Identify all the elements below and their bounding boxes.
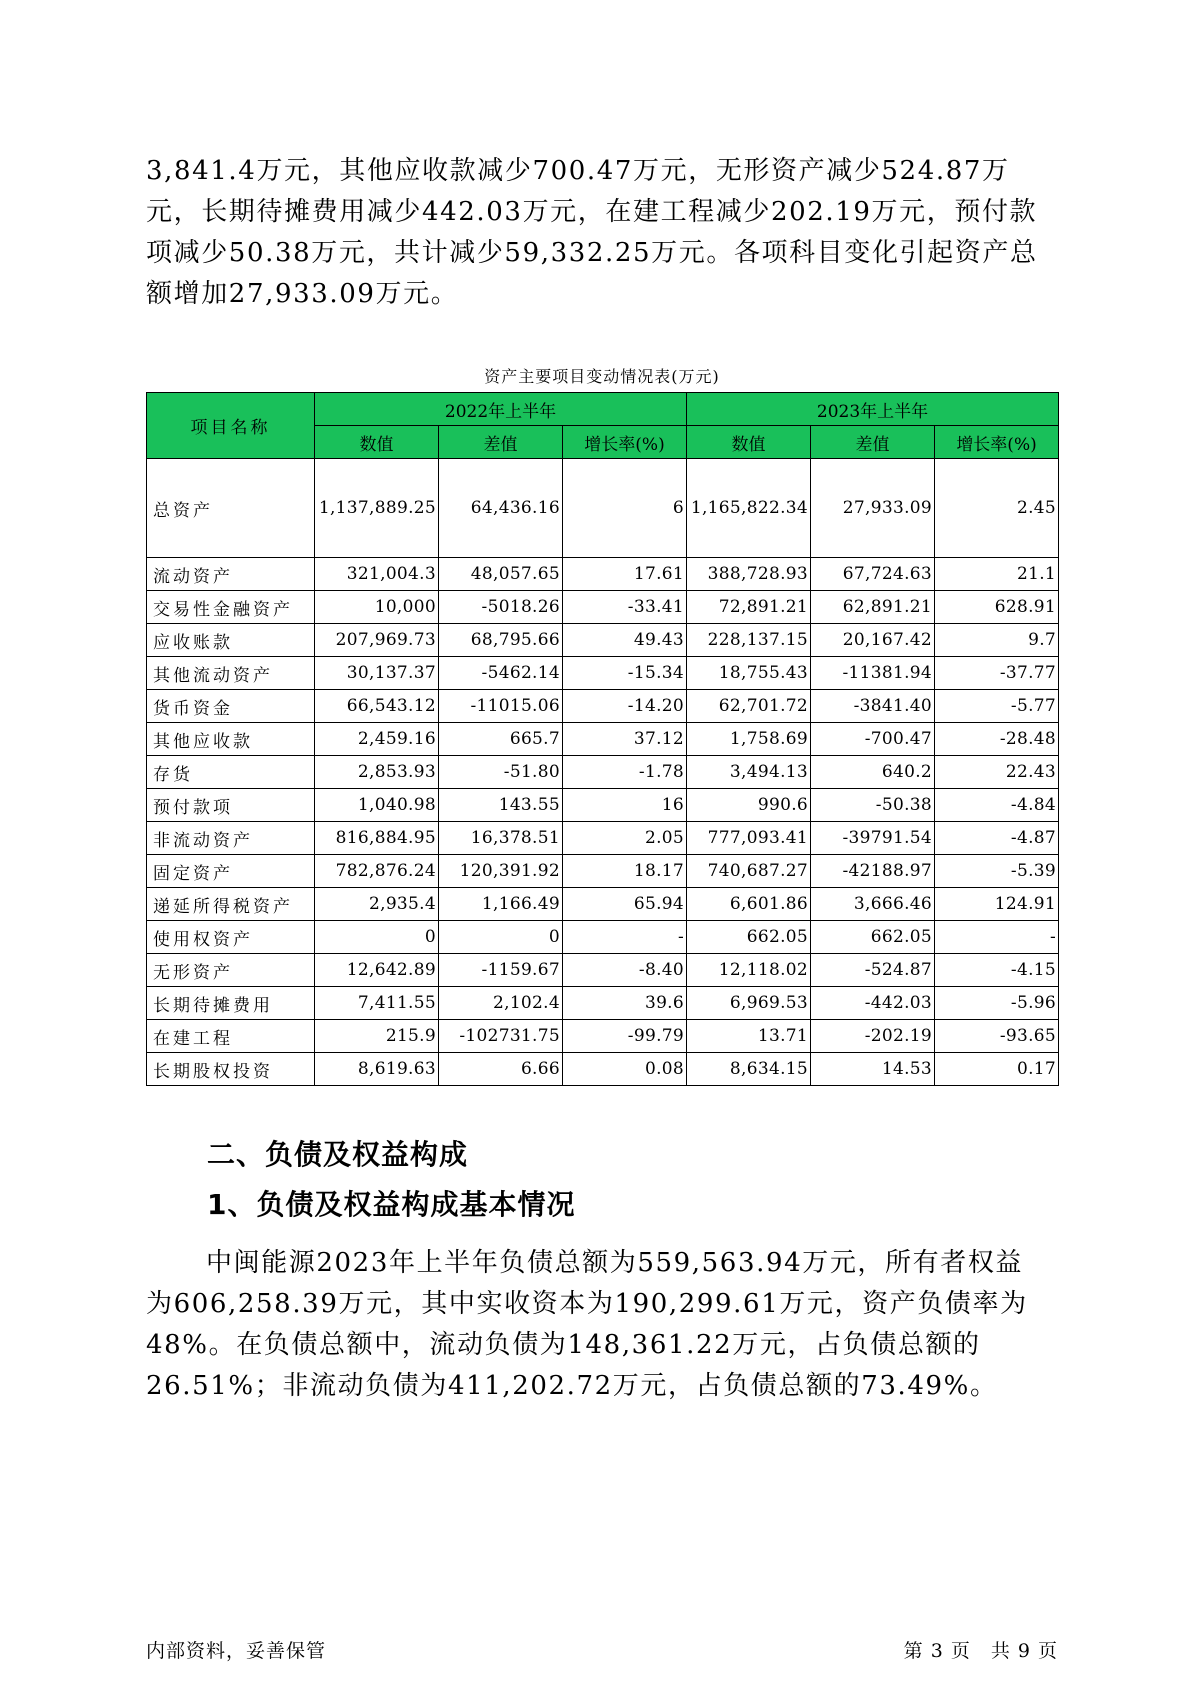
diff-2023: -442.03 [811, 987, 935, 1020]
growth-2022: 39.6 [563, 987, 687, 1020]
value-2022: 0 [315, 921, 439, 954]
table-row [147, 690, 1059, 723]
table-row [147, 558, 1059, 591]
row-name: 递延所得税资产 [147, 888, 315, 921]
growth-2022: -15.34 [563, 657, 687, 690]
header-period-2022: 2022年上半年 [315, 393, 687, 426]
value-2022: 215.9 [315, 1020, 439, 1053]
growth-2022: 18.17 [563, 855, 687, 888]
value-2022: 30,137.37 [315, 657, 439, 690]
diff-2023: 20,167.42 [811, 624, 935, 657]
growth-2022: -8.40 [563, 954, 687, 987]
diff-2023: -50.38 [811, 789, 935, 822]
growth-2023: -93.65 [935, 1020, 1059, 1053]
diff-2023: 27,933.09 [811, 459, 935, 558]
growth-2023: -5.77 [935, 690, 1059, 723]
header-growth-2022: 增长率(%) [563, 426, 687, 459]
diff-2022: 0 [439, 921, 563, 954]
diff-2023: -3841.40 [811, 690, 935, 723]
value-2023: 228,137.15 [687, 624, 811, 657]
diff-2023: -524.87 [811, 954, 935, 987]
growth-2022: 2.05 [563, 822, 687, 855]
growth-2022: -1.78 [563, 756, 687, 789]
table-caption: 资产主要项目变动情况表(万元) [484, 367, 720, 386]
growth-2022: 49.43 [563, 624, 687, 657]
table-row [147, 1053, 1059, 1086]
table-row [147, 756, 1059, 789]
diff-2022: 6.66 [439, 1053, 563, 1086]
diff-2022: 64,436.16 [439, 459, 563, 558]
table-row [147, 657, 1059, 690]
value-2023: 12,118.02 [687, 954, 811, 987]
table-row [147, 987, 1059, 1020]
growth-2023: -37.77 [935, 657, 1059, 690]
diff-2023: 62,891.21 [811, 591, 935, 624]
value-2023: 62,701.72 [687, 690, 811, 723]
diff-2022: 2,102.4 [439, 987, 563, 1020]
diff-2022: 48,057.65 [439, 558, 563, 591]
subsection-heading: 1、负债及权益构成基本情况 [207, 1188, 576, 1221]
table-row [147, 459, 1059, 558]
growth-2022: 16 [563, 789, 687, 822]
footer-confidential-note: 内部资料，妥善保管 [146, 1640, 327, 1662]
diff-2023: -42188.97 [811, 855, 935, 888]
row-name: 非流动资产 [147, 822, 315, 855]
growth-2022: 37.12 [563, 723, 687, 756]
diff-2023: -700.47 [811, 723, 935, 756]
table-row [147, 723, 1059, 756]
value-2023: 3,494.13 [687, 756, 811, 789]
growth-2022: 0.08 [563, 1053, 687, 1086]
row-name: 其他应收款 [147, 723, 315, 756]
header-growth-2023: 增长率(%) [935, 426, 1059, 459]
growth-2022: -33.41 [563, 591, 687, 624]
diff-2023: -202.19 [811, 1020, 935, 1053]
diff-2022: 143.55 [439, 789, 563, 822]
footer-page-number: 第 3 页 共 9 页 [903, 1640, 1058, 1662]
growth-2023: 0.17 [935, 1053, 1059, 1086]
table-row [147, 591, 1059, 624]
section-heading: 二、负债及权益构成 [207, 1138, 469, 1171]
row-name: 应收账款 [147, 624, 315, 657]
row-name: 使用权资产 [147, 921, 315, 954]
growth-2022: -14.20 [563, 690, 687, 723]
growth-2023: 124.91 [935, 888, 1059, 921]
diff-2022: -5018.26 [439, 591, 563, 624]
diff-2022: 16,378.51 [439, 822, 563, 855]
diff-2022: -1159.67 [439, 954, 563, 987]
diff-2022: 120,391.92 [439, 855, 563, 888]
value-2022: 816,884.95 [315, 822, 439, 855]
value-2022: 2,459.16 [315, 723, 439, 756]
diff-2022: 665.7 [439, 723, 563, 756]
value-2023: 777,093.41 [687, 822, 811, 855]
row-name: 存货 [147, 756, 315, 789]
value-2023: 1,758.69 [687, 723, 811, 756]
header-value-2023: 数值 [687, 426, 811, 459]
row-name: 固定资产 [147, 855, 315, 888]
diff-2022: -11015.06 [439, 690, 563, 723]
value-2022: 1,137,889.25 [315, 459, 439, 558]
value-2023: 6,969.53 [687, 987, 811, 1020]
growth-2023: -4.87 [935, 822, 1059, 855]
diff-2023: 67,724.63 [811, 558, 935, 591]
header-diff-2022: 差值 [439, 426, 563, 459]
value-2022: 8,619.63 [315, 1053, 439, 1086]
value-2022: 321,004.3 [315, 558, 439, 591]
diff-2022: -5462.14 [439, 657, 563, 690]
growth-2022: 17.61 [563, 558, 687, 591]
row-name: 流动资产 [147, 558, 315, 591]
table-row [147, 888, 1059, 921]
growth-2023: 2.45 [935, 459, 1059, 558]
growth-2022: -99.79 [563, 1020, 687, 1053]
diff-2023: 640.2 [811, 756, 935, 789]
value-2022: 782,876.24 [315, 855, 439, 888]
row-name: 长期股权投资 [147, 1053, 315, 1086]
growth-2023: -4.15 [935, 954, 1059, 987]
header-diff-2023: 差值 [811, 426, 935, 459]
row-name: 总资产 [147, 459, 315, 558]
value-2022: 7,411.55 [315, 987, 439, 1020]
growth-2023: - [935, 921, 1059, 954]
header-item-name: 项目名称 [147, 393, 315, 459]
value-2022: 2,853.93 [315, 756, 439, 789]
diff-2023: 662.05 [811, 921, 935, 954]
value-2022: 66,543.12 [315, 690, 439, 723]
value-2023: 662.05 [687, 921, 811, 954]
value-2023: 1,165,822.34 [687, 459, 811, 558]
table-row [147, 789, 1059, 822]
value-2023: 388,728.93 [687, 558, 811, 591]
row-name: 长期待摊费用 [147, 987, 315, 1020]
diff-2023: 3,666.46 [811, 888, 935, 921]
row-name: 预付款项 [147, 789, 315, 822]
growth-2023: -4.84 [935, 789, 1059, 822]
value-2023: 18,755.43 [687, 657, 811, 690]
liability-paragraph: 中闽能源2023年上半年负债总额为559,563.94万元，所有者权益为606,258.39万元，其中实收资本为190,299.61万元，资产负债率为48%。在负债总额中，流动负债为148,361.22万元，占负债总额的26.51%；非流动负债为411,202.72万元，占负债总额的73.49%。 [146, 1248, 1028, 1401]
growth-2023: 9.7 [935, 624, 1059, 657]
row-name: 无形资产 [147, 954, 315, 987]
header-value-2022: 数值 [315, 426, 439, 459]
table-row [147, 954, 1059, 987]
growth-2023: 21.1 [935, 558, 1059, 591]
row-name: 货币资金 [147, 690, 315, 723]
row-name: 交易性金融资产 [147, 591, 315, 624]
intro-paragraph: 3,841.4万元，其他应收款减少700.47万元，无形资产减少524.87万元，长期待摊费用减少442.03万元，在建工程减少202.19万元，预付款项减少50.38万元，共计减少59,332.25万元。各项科目变化引起资产总额增加27,933.09万元。 [146, 156, 1038, 309]
diff-2023: 14.53 [811, 1053, 935, 1086]
row-name: 在建工程 [147, 1020, 315, 1053]
value-2022: 12,642.89 [315, 954, 439, 987]
table-row [147, 822, 1059, 855]
value-2023: 990.6 [687, 789, 811, 822]
diff-2022: -51.80 [439, 756, 563, 789]
growth-2023: -5.96 [935, 987, 1059, 1020]
table-row [147, 624, 1059, 657]
table-row [147, 1020, 1059, 1053]
growth-2022: - [563, 921, 687, 954]
growth-2023: -5.39 [935, 855, 1059, 888]
diff-2022: -102731.75 [439, 1020, 563, 1053]
growth-2022: 6 [563, 459, 687, 558]
diff-2022: 1,166.49 [439, 888, 563, 921]
row-name: 其他流动资产 [147, 657, 315, 690]
header-period-2023: 2023年上半年 [687, 393, 1059, 426]
value-2023: 8,634.15 [687, 1053, 811, 1086]
value-2023: 72,891.21 [687, 591, 811, 624]
value-2022: 10,000 [315, 591, 439, 624]
table-row [147, 855, 1059, 888]
value-2022: 207,969.73 [315, 624, 439, 657]
growth-2022: 65.94 [563, 888, 687, 921]
table-row [147, 921, 1059, 954]
asset-change-table [146, 392, 1059, 1086]
diff-2023: -39791.54 [811, 822, 935, 855]
value-2023: 13.71 [687, 1020, 811, 1053]
value-2022: 2,935.4 [315, 888, 439, 921]
diff-2023: -11381.94 [811, 657, 935, 690]
value-2022: 1,040.98 [315, 789, 439, 822]
growth-2023: 628.91 [935, 591, 1059, 624]
value-2023: 740,687.27 [687, 855, 811, 888]
growth-2023: -28.48 [935, 723, 1059, 756]
diff-2022: 68,795.66 [439, 624, 563, 657]
growth-2023: 22.43 [935, 756, 1059, 789]
value-2023: 6,601.86 [687, 888, 811, 921]
